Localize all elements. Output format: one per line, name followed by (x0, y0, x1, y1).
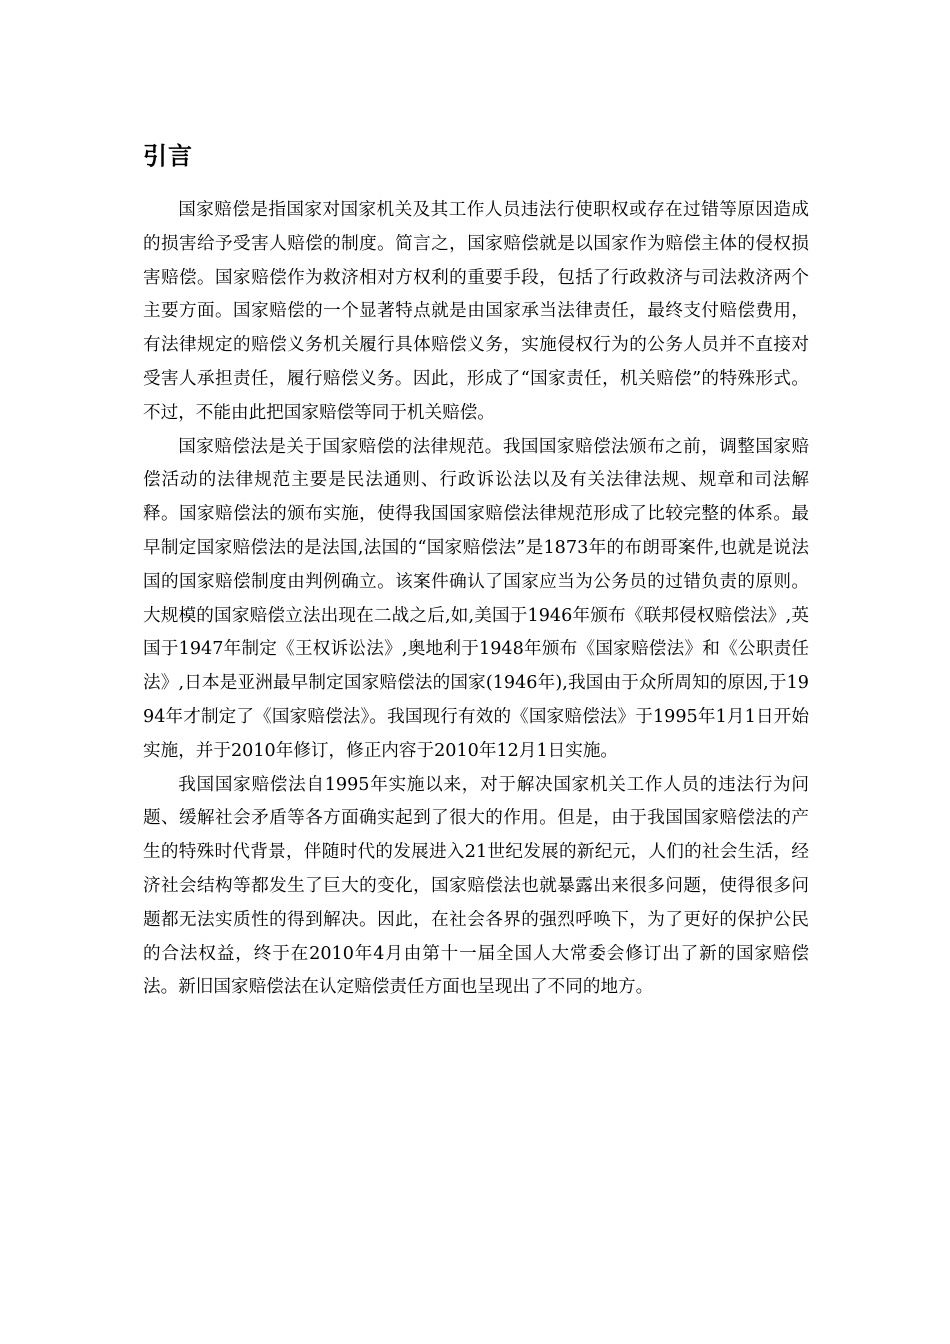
paragraph-2: 国家赔偿法是关于国家赔偿的法律规范。我国国家赔偿法颁布之前，调整国家赔偿活动的法律规范主要是民法通则、行政诉讼法以及有关法律法规、规章和司法解释。国家赔偿法的颁布实施，使得我国国家赔偿法律规范形成了比较完整的体系。最早制定国家赔偿法的是法国,法国的“国家赔偿法”是1873年的布朗哥案件,也就是说法国的国家赔偿制度由判例确立。该案件确认了国家应当为公务员的过错负责的原则。大规模的国家赔偿立法出现在二战之后,如,美国于1946年颁布《联邦侵权赔偿法》,英国于1947年制定《王权诉讼法》,奥地利于1948年颁布《国家赔偿法》和《公职责任法》,日本是亚洲最早制定国家赔偿法的国家(1946年),我国由于众所周知的原因,于1994年才制定了《国家赔偿法》。我国现行有效的《国家赔偿法》于1995年1月1日开始实施，并于2010年修订，修正内容于2010年12月1日实施。 (143, 436, 809, 761)
paragraph-1: 国家赔偿是指国家对国家机关及其工作人员违法行使职权或存在过错等原因造成的损害给予受害人赔偿的制度。简言之，国家赔偿就是以国家作为赔偿主体的侵权损害赔偿。国家赔偿作为救济相对方权利的重要手段，包括了行政救济与司法救济两个主要方面。国家赔偿的一个显著特点就是由国家承当法律责任，最终支付赔偿费用，有法律规定的赔偿义务机关履行具体赔偿义务，实施侵权行为的公务人员并不直接对受害人承担责任，履行赔偿义务。因此，形成了“国家责任，机关赔偿”的特殊形式。不过，不能由此把国家赔偿等同于机关赔偿。 (143, 200, 809, 423)
document-page (143, 138, 809, 1005)
paragraph-3: 我国国家赔偿法自1995年实施以来，对于解决国家机关工作人员的违法行为问题、缓解社会矛盾等各方面确实起到了很大的作用。但是，由于我国国家赔偿法的产生的特殊时代背景，伴随时代的发展进入21世纪发展的新纪元，人们的社会生活，经济社会结构等都发生了巨大的变化，国家赔偿法也就暴露出来很多问题，使得很多问题都无法实质性的得到解决。因此，在社会各界的强烈呼唤下，为了更好的保护公民的合法权益，终于在2010年4月由第十一届全国人大常委会修订出了新的国家赔偿法。新旧国家赔偿法在认定赔偿责任方面也呈现出了不同的地方。 (143, 774, 809, 998)
section-heading: 引言 (143, 142, 193, 170)
